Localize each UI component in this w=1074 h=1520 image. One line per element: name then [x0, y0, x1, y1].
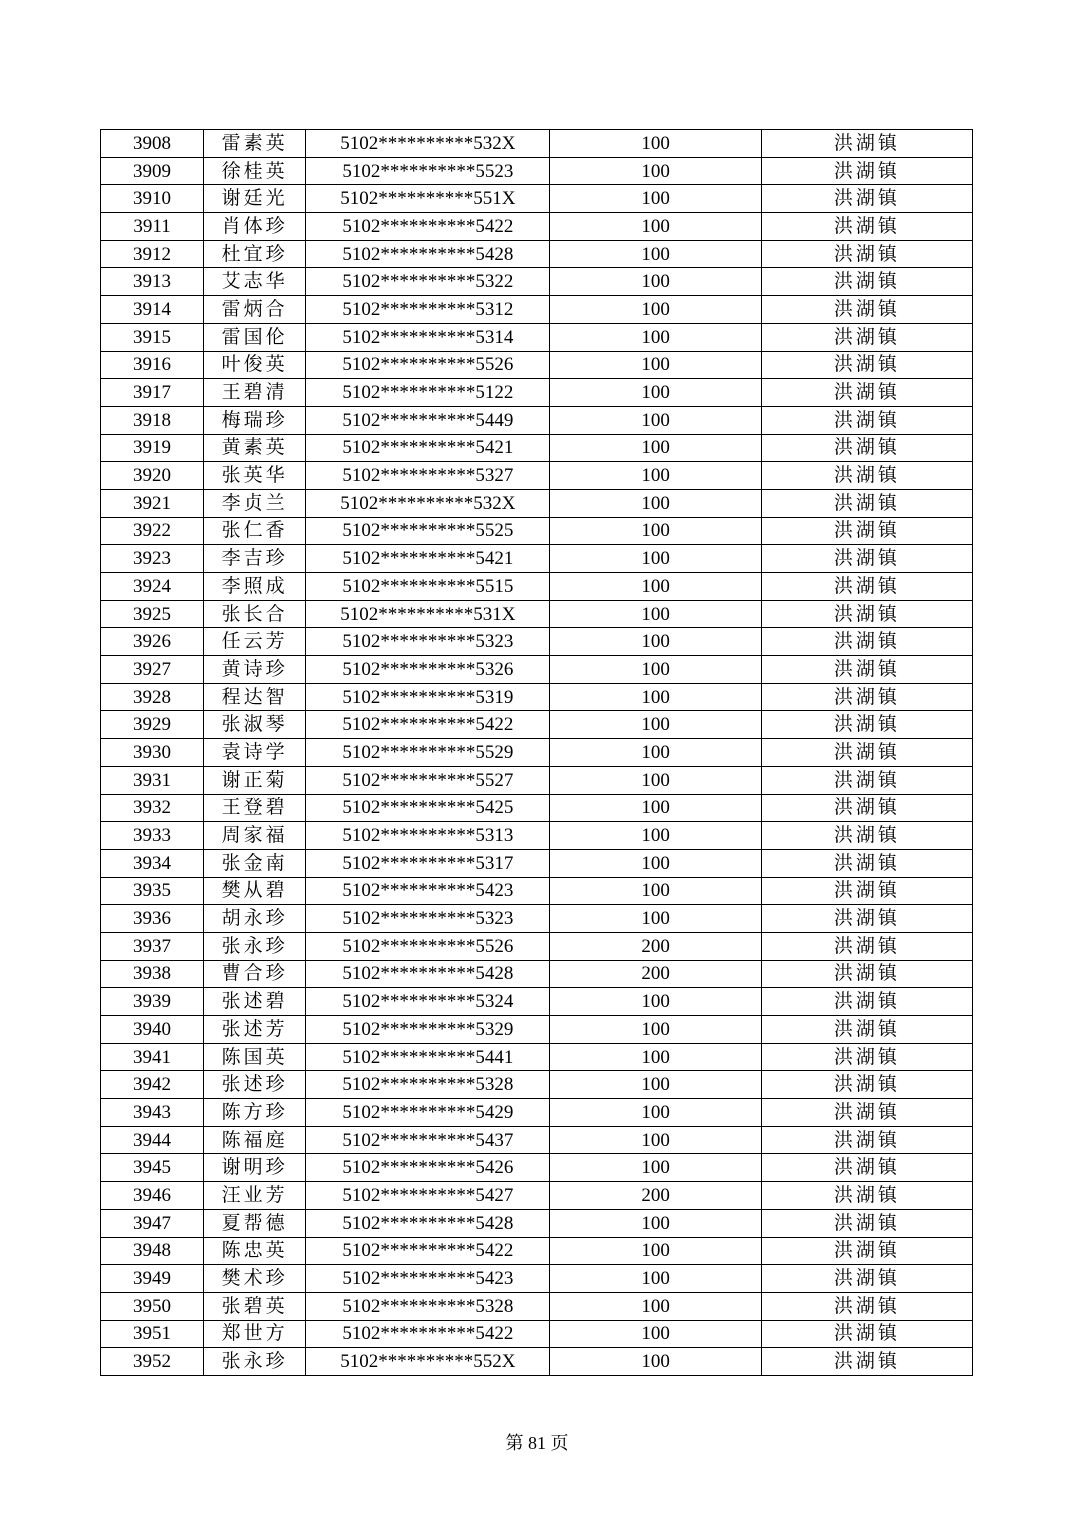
name-cell: 张永珍 — [204, 932, 306, 960]
table-row — [101, 573, 973, 601]
name-cell: 张仁香 — [204, 517, 306, 545]
name-cell: 王登碧 — [204, 794, 306, 822]
table-row — [101, 739, 973, 767]
name-cell: 袁诗学 — [204, 739, 306, 767]
id-number-cell: 5102**********5428 — [306, 960, 550, 988]
row-number-cell: 3911 — [101, 213, 204, 241]
name-cell: 艾志华 — [204, 268, 306, 296]
amount-cell: 100 — [550, 1099, 761, 1127]
town-cell: 洪湖镇 — [761, 517, 972, 545]
id-number-cell: 5102**********5422 — [306, 711, 550, 739]
id-number-cell: 5102**********5422 — [306, 1320, 550, 1348]
table-row — [101, 213, 973, 241]
name-cell: 李照成 — [204, 573, 306, 601]
name-cell: 叶俊英 — [204, 351, 306, 379]
id-number-cell: 5102**********5525 — [306, 517, 550, 545]
id-number-cell: 5102**********5421 — [306, 545, 550, 573]
amount-cell: 100 — [550, 1209, 761, 1237]
name-cell: 肖体珍 — [204, 213, 306, 241]
name-cell: 郑世方 — [204, 1320, 306, 1348]
row-number-cell: 3952 — [101, 1348, 204, 1376]
town-cell: 洪湖镇 — [761, 1071, 972, 1099]
row-number-cell: 3922 — [101, 517, 204, 545]
town-cell: 洪湖镇 — [761, 296, 972, 324]
row-number-cell: 3937 — [101, 932, 204, 960]
row-number-cell: 3925 — [101, 600, 204, 628]
name-cell: 张述芳 — [204, 1016, 306, 1044]
id-number-cell: 5102**********5423 — [306, 1265, 550, 1293]
row-number-cell: 3951 — [101, 1320, 204, 1348]
id-number-cell: 5102**********5323 — [306, 905, 550, 933]
table-row — [101, 711, 973, 739]
name-cell: 张英华 — [204, 462, 306, 490]
town-cell: 洪湖镇 — [761, 628, 972, 656]
town-cell: 洪湖镇 — [761, 1320, 972, 1348]
amount-cell: 100 — [550, 573, 761, 601]
row-number-cell: 3946 — [101, 1182, 204, 1210]
row-number-cell: 3933 — [101, 822, 204, 850]
id-number-cell: 5102**********5328 — [306, 1292, 550, 1320]
table-row — [101, 794, 973, 822]
row-number-cell: 3941 — [101, 1043, 204, 1071]
id-number-cell: 5102**********5527 — [306, 766, 550, 794]
id-number-cell: 5102**********5523 — [306, 157, 550, 185]
id-number-cell: 5102**********5526 — [306, 932, 550, 960]
amount-cell: 100 — [550, 351, 761, 379]
town-cell: 洪湖镇 — [761, 988, 972, 1016]
row-number-cell: 3930 — [101, 739, 204, 767]
id-number-cell: 5102**********551X — [306, 185, 550, 213]
table-row — [101, 489, 973, 517]
name-cell: 樊术珍 — [204, 1265, 306, 1293]
table-row — [101, 517, 973, 545]
name-cell: 任云芳 — [204, 628, 306, 656]
name-cell: 张述珍 — [204, 1071, 306, 1099]
amount-cell: 100 — [550, 766, 761, 794]
id-number-cell: 5102**********5122 — [306, 379, 550, 407]
id-number-cell: 5102**********5425 — [306, 794, 550, 822]
table-row — [101, 1209, 973, 1237]
id-number-cell: 5102**********5317 — [306, 849, 550, 877]
row-number-cell: 3931 — [101, 766, 204, 794]
name-cell: 杜宜珍 — [204, 240, 306, 268]
row-number-cell: 3942 — [101, 1071, 204, 1099]
table-row — [101, 1071, 973, 1099]
row-number-cell: 3949 — [101, 1265, 204, 1293]
table-row — [101, 766, 973, 794]
id-number-cell: 5102**********5422 — [306, 1237, 550, 1265]
name-cell: 陈国英 — [204, 1043, 306, 1071]
row-number-cell: 3920 — [101, 462, 204, 490]
row-number-cell: 3945 — [101, 1154, 204, 1182]
amount-cell: 100 — [550, 296, 761, 324]
table-row — [101, 406, 973, 434]
name-cell: 陈福庭 — [204, 1126, 306, 1154]
table-row — [101, 1154, 973, 1182]
amount-cell: 100 — [550, 130, 761, 158]
table-row — [101, 1348, 973, 1376]
id-number-cell: 5102**********5313 — [306, 822, 550, 850]
table-row — [101, 1043, 973, 1071]
amount-cell: 100 — [550, 905, 761, 933]
name-cell: 胡永珍 — [204, 905, 306, 933]
row-number-cell: 3938 — [101, 960, 204, 988]
town-cell: 洪湖镇 — [761, 462, 972, 490]
row-number-cell: 3948 — [101, 1237, 204, 1265]
amount-cell: 100 — [550, 1016, 761, 1044]
name-cell: 李吉珍 — [204, 545, 306, 573]
row-number-cell: 3932 — [101, 794, 204, 822]
id-number-cell: 5102**********5515 — [306, 573, 550, 601]
table-row — [101, 600, 973, 628]
amount-cell: 100 — [550, 1154, 761, 1182]
amount-cell: 100 — [550, 711, 761, 739]
name-cell: 李贞兰 — [204, 489, 306, 517]
id-number-cell: 5102**********531X — [306, 600, 550, 628]
table-row — [101, 185, 973, 213]
town-cell: 洪湖镇 — [761, 711, 972, 739]
table-row — [101, 932, 973, 960]
id-number-cell: 5102**********5326 — [306, 656, 550, 684]
row-number-cell: 3944 — [101, 1126, 204, 1154]
amount-cell: 100 — [550, 600, 761, 628]
row-number-cell: 3917 — [101, 379, 204, 407]
amount-cell: 100 — [550, 1292, 761, 1320]
town-cell: 洪湖镇 — [761, 406, 972, 434]
row-number-cell: 3927 — [101, 656, 204, 684]
row-number-cell: 3913 — [101, 268, 204, 296]
town-cell: 洪湖镇 — [761, 545, 972, 573]
name-cell: 黄诗珍 — [204, 656, 306, 684]
amount-cell: 100 — [550, 988, 761, 1016]
id-number-cell: 5102**********5426 — [306, 1154, 550, 1182]
town-cell: 洪湖镇 — [761, 573, 972, 601]
amount-cell: 100 — [550, 489, 761, 517]
row-number-cell: 3928 — [101, 683, 204, 711]
id-number-cell: 5102**********532X — [306, 489, 550, 517]
table-body — [101, 130, 973, 1376]
id-number-cell: 5102**********5427 — [306, 1182, 550, 1210]
id-number-cell: 5102**********5423 — [306, 877, 550, 905]
amount-cell: 100 — [550, 1126, 761, 1154]
name-cell: 夏帮德 — [204, 1209, 306, 1237]
town-cell: 洪湖镇 — [761, 1099, 972, 1127]
name-cell: 张长合 — [204, 600, 306, 628]
name-cell: 樊从碧 — [204, 877, 306, 905]
row-number-cell: 3939 — [101, 988, 204, 1016]
name-cell: 王碧清 — [204, 379, 306, 407]
name-cell: 雷国伦 — [204, 323, 306, 351]
amount-cell: 200 — [550, 932, 761, 960]
town-cell: 洪湖镇 — [761, 1237, 972, 1265]
town-cell: 洪湖镇 — [761, 323, 972, 351]
name-cell: 程达智 — [204, 683, 306, 711]
town-cell: 洪湖镇 — [761, 213, 972, 241]
town-cell: 洪湖镇 — [761, 1265, 972, 1293]
id-number-cell: 5102**********5328 — [306, 1071, 550, 1099]
table-row — [101, 130, 973, 158]
id-number-cell: 5102**********5319 — [306, 683, 550, 711]
town-cell: 洪湖镇 — [761, 157, 972, 185]
amount-cell: 100 — [550, 822, 761, 850]
name-cell: 谢正菊 — [204, 766, 306, 794]
town-cell: 洪湖镇 — [761, 877, 972, 905]
name-cell: 雷素英 — [204, 130, 306, 158]
amount-cell: 100 — [550, 1071, 761, 1099]
town-cell: 洪湖镇 — [761, 130, 972, 158]
table-row — [101, 1016, 973, 1044]
amount-cell: 100 — [550, 462, 761, 490]
table-row — [101, 1182, 973, 1210]
town-cell: 洪湖镇 — [761, 932, 972, 960]
row-number-cell: 3908 — [101, 130, 204, 158]
amount-cell: 100 — [550, 406, 761, 434]
amount-cell: 100 — [550, 1320, 761, 1348]
id-number-cell: 5102**********5322 — [306, 268, 550, 296]
amount-cell: 100 — [550, 545, 761, 573]
name-cell: 徐桂英 — [204, 157, 306, 185]
row-number-cell: 3947 — [101, 1209, 204, 1237]
table-row — [101, 683, 973, 711]
town-cell: 洪湖镇 — [761, 849, 972, 877]
table-row — [101, 1099, 973, 1127]
table-row — [101, 462, 973, 490]
row-number-cell: 3929 — [101, 711, 204, 739]
town-cell: 洪湖镇 — [761, 240, 972, 268]
subsidy-table — [100, 129, 973, 1376]
row-number-cell: 3923 — [101, 545, 204, 573]
name-cell: 张述碧 — [204, 988, 306, 1016]
id-number-cell: 5102**********532X — [306, 130, 550, 158]
town-cell: 洪湖镇 — [761, 905, 972, 933]
row-number-cell: 3921 — [101, 489, 204, 517]
amount-cell: 100 — [550, 1265, 761, 1293]
id-number-cell: 5102**********5421 — [306, 434, 550, 462]
name-cell: 梅瑞珍 — [204, 406, 306, 434]
amount-cell: 100 — [550, 185, 761, 213]
amount-cell: 100 — [550, 434, 761, 462]
town-cell: 洪湖镇 — [761, 185, 972, 213]
town-cell: 洪湖镇 — [761, 1154, 972, 1182]
amount-cell: 100 — [550, 323, 761, 351]
id-number-cell: 5102**********5529 — [306, 739, 550, 767]
town-cell: 洪湖镇 — [761, 1126, 972, 1154]
table-row — [101, 849, 973, 877]
amount-cell: 100 — [550, 379, 761, 407]
id-number-cell: 5102**********5428 — [306, 1209, 550, 1237]
town-cell: 洪湖镇 — [761, 1043, 972, 1071]
amount-cell: 100 — [550, 849, 761, 877]
town-cell: 洪湖镇 — [761, 822, 972, 850]
town-cell: 洪湖镇 — [761, 1182, 972, 1210]
table-row — [101, 323, 973, 351]
name-cell: 周家福 — [204, 822, 306, 850]
amount-cell: 100 — [550, 1348, 761, 1376]
id-number-cell: 5102**********5441 — [306, 1043, 550, 1071]
amount-cell: 100 — [550, 240, 761, 268]
id-number-cell: 5102**********5327 — [306, 462, 550, 490]
row-number-cell: 3935 — [101, 877, 204, 905]
table-row — [101, 296, 973, 324]
row-number-cell: 3919 — [101, 434, 204, 462]
name-cell: 汪业芳 — [204, 1182, 306, 1210]
town-cell: 洪湖镇 — [761, 600, 972, 628]
town-cell: 洪湖镇 — [761, 351, 972, 379]
town-cell: 洪湖镇 — [761, 489, 972, 517]
table-row — [101, 268, 973, 296]
table-row — [101, 988, 973, 1016]
row-number-cell: 3934 — [101, 849, 204, 877]
town-cell: 洪湖镇 — [761, 1348, 972, 1376]
name-cell: 张碧英 — [204, 1292, 306, 1320]
id-number-cell: 5102**********5324 — [306, 988, 550, 1016]
row-number-cell: 3936 — [101, 905, 204, 933]
town-cell: 洪湖镇 — [761, 683, 972, 711]
name-cell: 黄素英 — [204, 434, 306, 462]
table-row — [101, 157, 973, 185]
id-number-cell: 5102**********5437 — [306, 1126, 550, 1154]
table-row — [101, 822, 973, 850]
amount-cell: 100 — [550, 213, 761, 241]
table-row — [101, 351, 973, 379]
town-cell: 洪湖镇 — [761, 268, 972, 296]
town-cell: 洪湖镇 — [761, 739, 972, 767]
row-number-cell: 3910 — [101, 185, 204, 213]
table-row — [101, 1237, 973, 1265]
row-number-cell: 3950 — [101, 1292, 204, 1320]
table-row — [101, 434, 973, 462]
name-cell: 谢明珍 — [204, 1154, 306, 1182]
id-number-cell: 5102**********5323 — [306, 628, 550, 656]
amount-cell: 200 — [550, 1182, 761, 1210]
table-row — [101, 379, 973, 407]
town-cell: 洪湖镇 — [761, 766, 972, 794]
town-cell: 洪湖镇 — [761, 794, 972, 822]
amount-cell: 100 — [550, 1043, 761, 1071]
table-row — [101, 628, 973, 656]
town-cell: 洪湖镇 — [761, 1209, 972, 1237]
row-number-cell: 3918 — [101, 406, 204, 434]
town-cell: 洪湖镇 — [761, 434, 972, 462]
amount-cell: 200 — [550, 960, 761, 988]
row-number-cell: 3915 — [101, 323, 204, 351]
row-number-cell: 3943 — [101, 1099, 204, 1127]
row-number-cell: 3909 — [101, 157, 204, 185]
table-row — [101, 905, 973, 933]
name-cell: 陈忠英 — [204, 1237, 306, 1265]
name-cell: 陈方珍 — [204, 1099, 306, 1127]
name-cell: 张永珍 — [204, 1348, 306, 1376]
name-cell: 曹合珍 — [204, 960, 306, 988]
amount-cell: 100 — [550, 683, 761, 711]
id-number-cell: 5102**********5429 — [306, 1099, 550, 1127]
id-number-cell: 5102**********552X — [306, 1348, 550, 1376]
table-row — [101, 1292, 973, 1320]
row-number-cell: 3940 — [101, 1016, 204, 1044]
table-row — [101, 1265, 973, 1293]
table-row — [101, 656, 973, 684]
row-number-cell: 3914 — [101, 296, 204, 324]
amount-cell: 100 — [550, 794, 761, 822]
amount-cell: 100 — [550, 877, 761, 905]
town-cell: 洪湖镇 — [761, 1016, 972, 1044]
town-cell: 洪湖镇 — [761, 1292, 972, 1320]
name-cell: 雷炳合 — [204, 296, 306, 324]
id-number-cell: 5102**********5449 — [306, 406, 550, 434]
table-row — [101, 1126, 973, 1154]
amount-cell: 100 — [550, 517, 761, 545]
row-number-cell: 3924 — [101, 573, 204, 601]
id-number-cell: 5102**********5312 — [306, 296, 550, 324]
amount-cell: 100 — [550, 739, 761, 767]
row-number-cell: 3912 — [101, 240, 204, 268]
table-row — [101, 960, 973, 988]
town-cell: 洪湖镇 — [761, 960, 972, 988]
amount-cell: 100 — [550, 656, 761, 684]
amount-cell: 100 — [550, 628, 761, 656]
id-number-cell: 5102**********5314 — [306, 323, 550, 351]
row-number-cell: 3916 — [101, 351, 204, 379]
id-number-cell: 5102**********5329 — [306, 1016, 550, 1044]
id-number-cell: 5102**********5422 — [306, 213, 550, 241]
town-cell: 洪湖镇 — [761, 656, 972, 684]
amount-cell: 100 — [550, 1237, 761, 1265]
row-number-cell: 3926 — [101, 628, 204, 656]
table-row — [101, 877, 973, 905]
name-cell: 张金南 — [204, 849, 306, 877]
id-number-cell: 5102**********5428 — [306, 240, 550, 268]
table-row — [101, 240, 973, 268]
table-row — [101, 1320, 973, 1348]
page-number: 第 81 页 — [505, 1433, 569, 1453]
town-cell: 洪湖镇 — [761, 379, 972, 407]
table-row — [101, 545, 973, 573]
amount-cell: 100 — [550, 157, 761, 185]
name-cell: 张淑琴 — [204, 711, 306, 739]
id-number-cell: 5102**********5526 — [306, 351, 550, 379]
amount-cell: 100 — [550, 268, 761, 296]
name-cell: 谢廷光 — [204, 185, 306, 213]
